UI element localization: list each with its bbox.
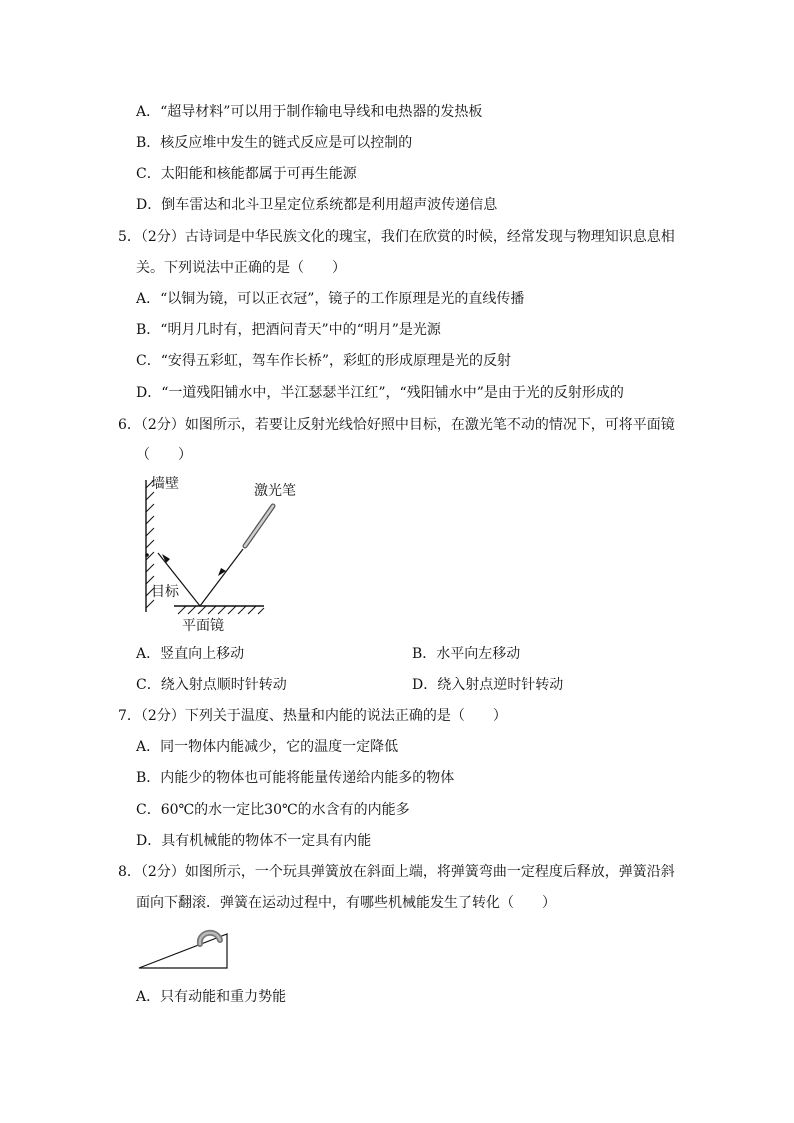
- incline-plane: [139, 934, 227, 968]
- q7-option-a: A．同一物体内能减少，它的温度一定降低: [136, 739, 399, 755]
- q7-option-d: D．具有机械能的物体不一定具有内能: [136, 833, 372, 849]
- q8-incline-diagram: [136, 922, 232, 972]
- toy-spring: [200, 933, 220, 944]
- q6-option-b: B．水平向左移动: [412, 646, 521, 662]
- laser-label: 激光笔: [254, 483, 296, 499]
- q5-stem-line1: 5．（2分）古诗词是中华民族文化的瑰宝，我们在欣赏的时候，经常发现与物理知识息息相: [118, 229, 675, 245]
- target-point: [145, 553, 149, 557]
- q5-option-a: A．“以铜为镜，可以正衣冠”，镜子的工作原理是光的直线传播: [136, 291, 525, 307]
- target-label: 目标: [151, 584, 179, 600]
- mirror-label: 平面镜: [182, 618, 224, 634]
- q8-option-a: A．只有动能和重力势能: [136, 989, 287, 1005]
- reflected-ray-arrow: [162, 554, 170, 563]
- q8-stem-line2: 面向下翻滚．弹簧在运动过程中，有哪些机械能发生了转化（ ）: [136, 895, 556, 911]
- laser-pen: [245, 506, 273, 546]
- q6-stem-line1: 6．（2分）如图所示，若要让反射光线恰好照中目标，在激光笔不动的情况下，可将平面镜: [118, 417, 675, 433]
- q4-option-c: C．太阳能和核能都属于可再生能源: [136, 166, 357, 182]
- plane-mirror: [174, 606, 264, 614]
- q6-option-a: A．竖直向上移动: [136, 646, 245, 662]
- q7-option-b: B．内能少的物体也可能将能量传递给内能多的物体: [136, 770, 455, 786]
- q5-stem-line2: 关。下列说法中正确的是（ ）: [136, 260, 346, 276]
- q8-stem-line1: 8．（2分）如图所示，一个玩具弹簧放在斜面上端，将弹簧弯曲一定程度后释放，弹簧沿斜: [118, 864, 675, 880]
- incident-ray: [200, 549, 243, 606]
- q7-stem: 7．（2分）下列关于温度、热量和内能的说法正确的是（ ）: [118, 708, 507, 724]
- q4-option-a: A．“超导材料”可以用于制作输电导线和电热器的发热板: [136, 104, 483, 120]
- q4-option-d: D．倒车雷达和北斗卫星定位系统都是利用超声波传递信息: [136, 197, 498, 213]
- q6-mirror-diagram: [130, 470, 310, 636]
- q4-option-b: B．核反应堆中发生的链式反应是可以控制的: [136, 135, 413, 151]
- incident-ray-arrow: [218, 568, 226, 576]
- q6-option-c: C．绕入射点顺时针转动: [136, 677, 287, 693]
- q6-option-d: D．绕入射点逆时针转动: [412, 677, 564, 693]
- q5-option-d: D．“一道残阳铺水中，半江瑟瑟半江红”，“残阳铺水中”是由于光的反射形成的: [136, 385, 624, 401]
- wall-label: 墙壁: [151, 476, 179, 492]
- q5-option-b: B．“明月几时有，把酒问青天”中的“明月”是光源: [136, 322, 441, 338]
- q7-option-c: C．60℃的水一定比30℃的水含有的内能多: [136, 802, 410, 818]
- q6-stem-line2: （ ）: [136, 447, 192, 463]
- q5-option-c: C．“安得五彩虹，驾车作长桥”，彩虹的形成原理是光的反射: [136, 353, 512, 369]
